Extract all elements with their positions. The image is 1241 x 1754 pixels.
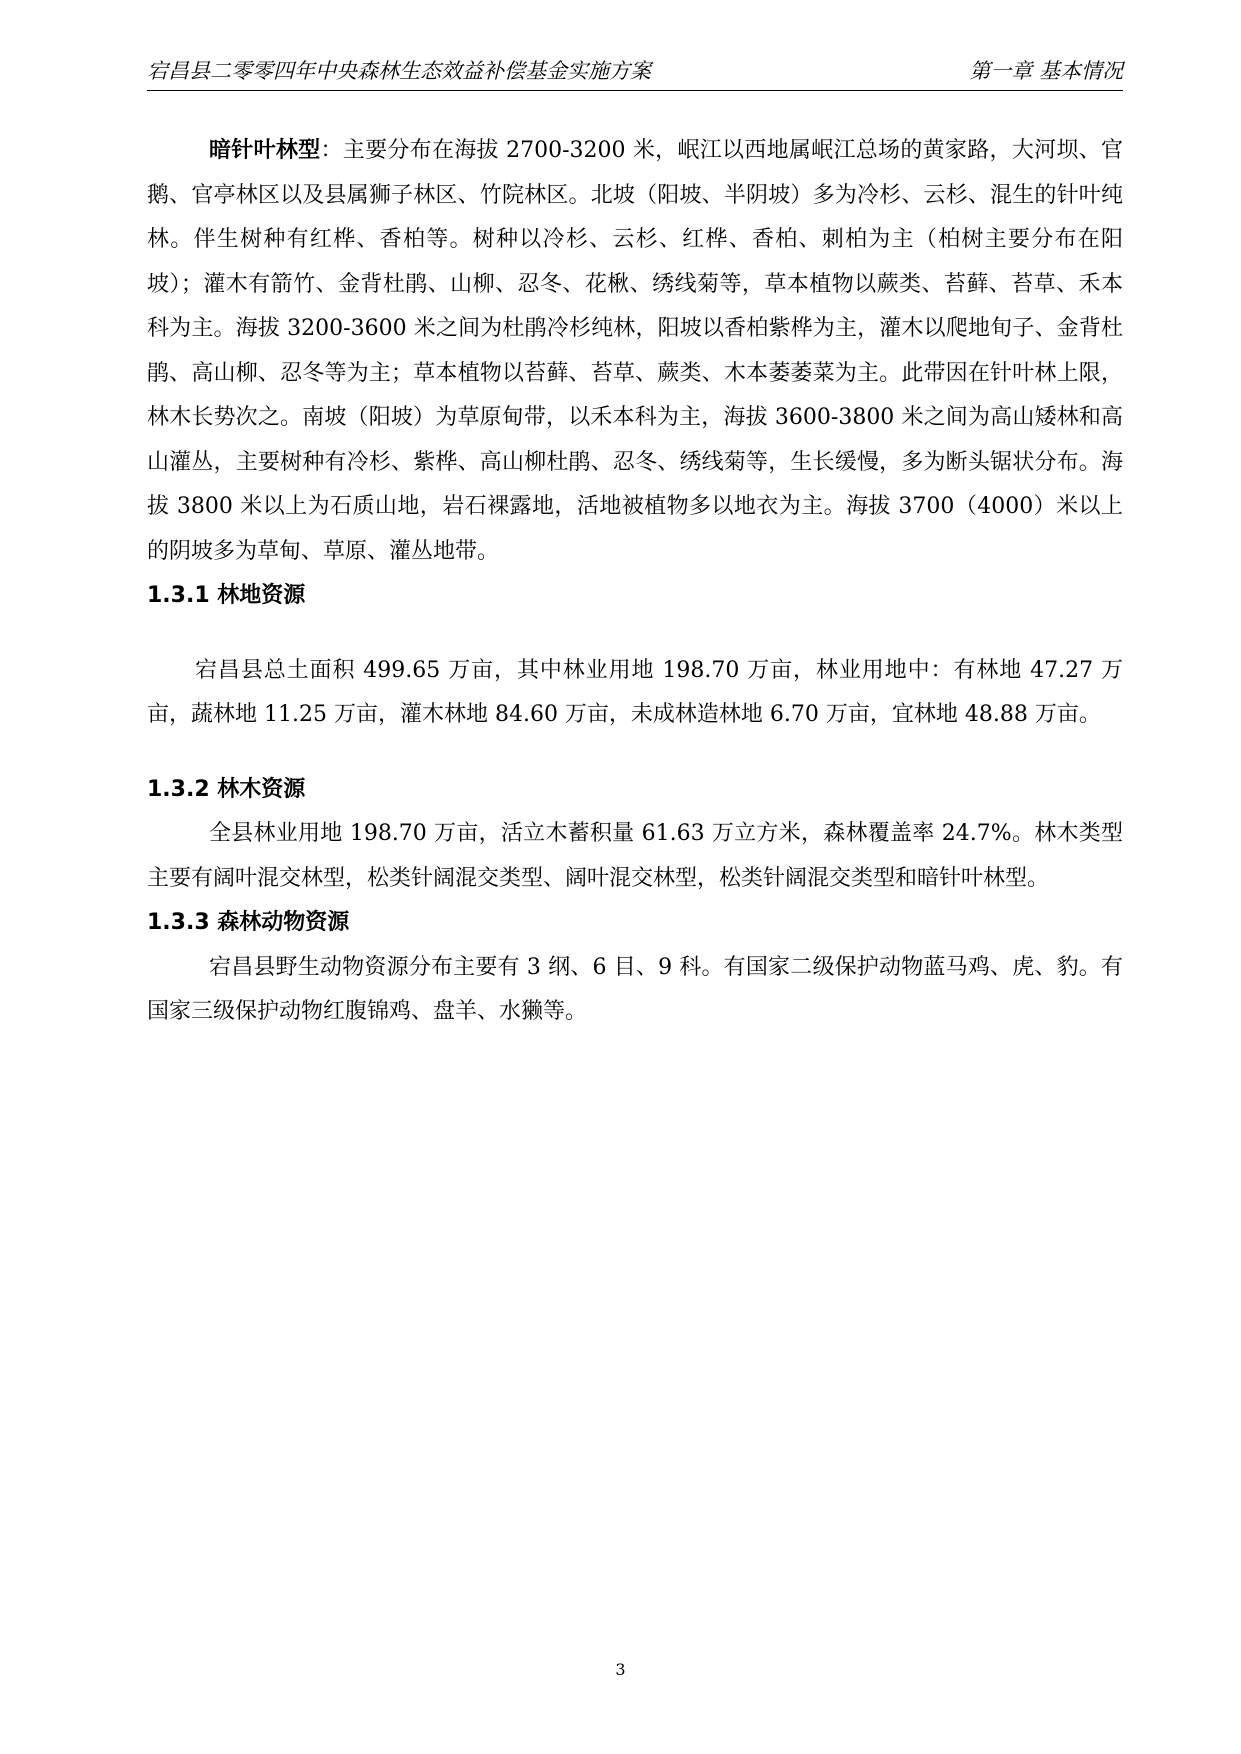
forest-type-term: 暗针叶林型 (209, 137, 321, 163)
page-header (147, 56, 1123, 91)
section-heading-wildlife: 1.3.3 森林动物资源 (147, 910, 350, 935)
section-body-forest-land: 宕昌县总土面积 499.65 万亩，其中林业用地 198.70 万亩，林业用地中：有林地 47.27 万亩，蔬林地 11.25 万亩，灌木林地 84.60 万亩，未成林造林地 6.70 万亩，宜林地 48.88 万亩。 (147, 657, 1123, 727)
section-body-wildlife: 宕昌县野生动物资源分布主要有 3 纲、6 目、9 科。有国家二级保护动物蓝马鸡、虎、豹。有国家三级保护动物红腹锦鸡、盘羊、水獭等。 (147, 954, 1123, 1024)
intro-text: ：主要分布在海拔 2700-3200 米，岷江以西地属岷江总场的黄家路，大河坝、官鹅、官亭林区以及县属狮子林区、竹院林区。北坡（阳坡、半阴坡）多为冷杉、云杉、混生的针叶纯林。伴生树种有红桦、香柏等。树种以冷杉、云杉、红桦、香柏、刺柏为主（柏树主要分布在阳坡）；灌木有箭竹、金背杜鹃、山柳、忍冬、花楸、绣线菊等，草本植物以蕨类、苔藓、苔草、禾本科为主。海拔 3200-3600 米之间为杜鹃冷杉纯林，阳坡以香柏紫桦为主，灌木以爬地旬子、金背杜鹃、高山柳、忍冬等为主；草本植物以苔藓、苔草、蕨类、木本萎萎菜为主。此带因在针叶林上限，林木长势次之。南坡（阳坡）为草原甸带，以禾本科为主，海拔 3600-3800 米之间为高山矮林和高山灌丛，主要树种有冷杉、紫桦、高山柳杜鹃、忍冬、绣线菊等，生长缓慢，多为断头锯状分布。海拔 3800 米以上为石质山地，岩石裸露地，活地被植物多以地衣为主。海拔 3700（4000）米以上的阴坡多为草甸、草原、灌丛地带。 (147, 138, 1123, 564)
page-number: 3 (615, 1660, 626, 1679)
intro-paragraph (147, 128, 1123, 574)
section-body-timber: 全县林业用地 198.70 万亩，活立木蓄积量 61.63 万立方米，森林覆盖率 24.7%。林木类型主要有阔叶混交林型，松类针阔混交类型、阔叶混交林型，松类针阔混交类型和暗针叶林型。 (147, 821, 1123, 891)
section-heading-forest-land: 1.3.1 林地资源 (147, 583, 306, 608)
document-title: 宕昌县二零零四年中央森林生态效益补偿基金实施方案 (147, 59, 651, 83)
chapter-title: 第一章 基本情况 (969, 59, 1123, 83)
document-body (147, 128, 1123, 1035)
section-heading-timber: 1.3.2 林木资源 (147, 776, 306, 802)
